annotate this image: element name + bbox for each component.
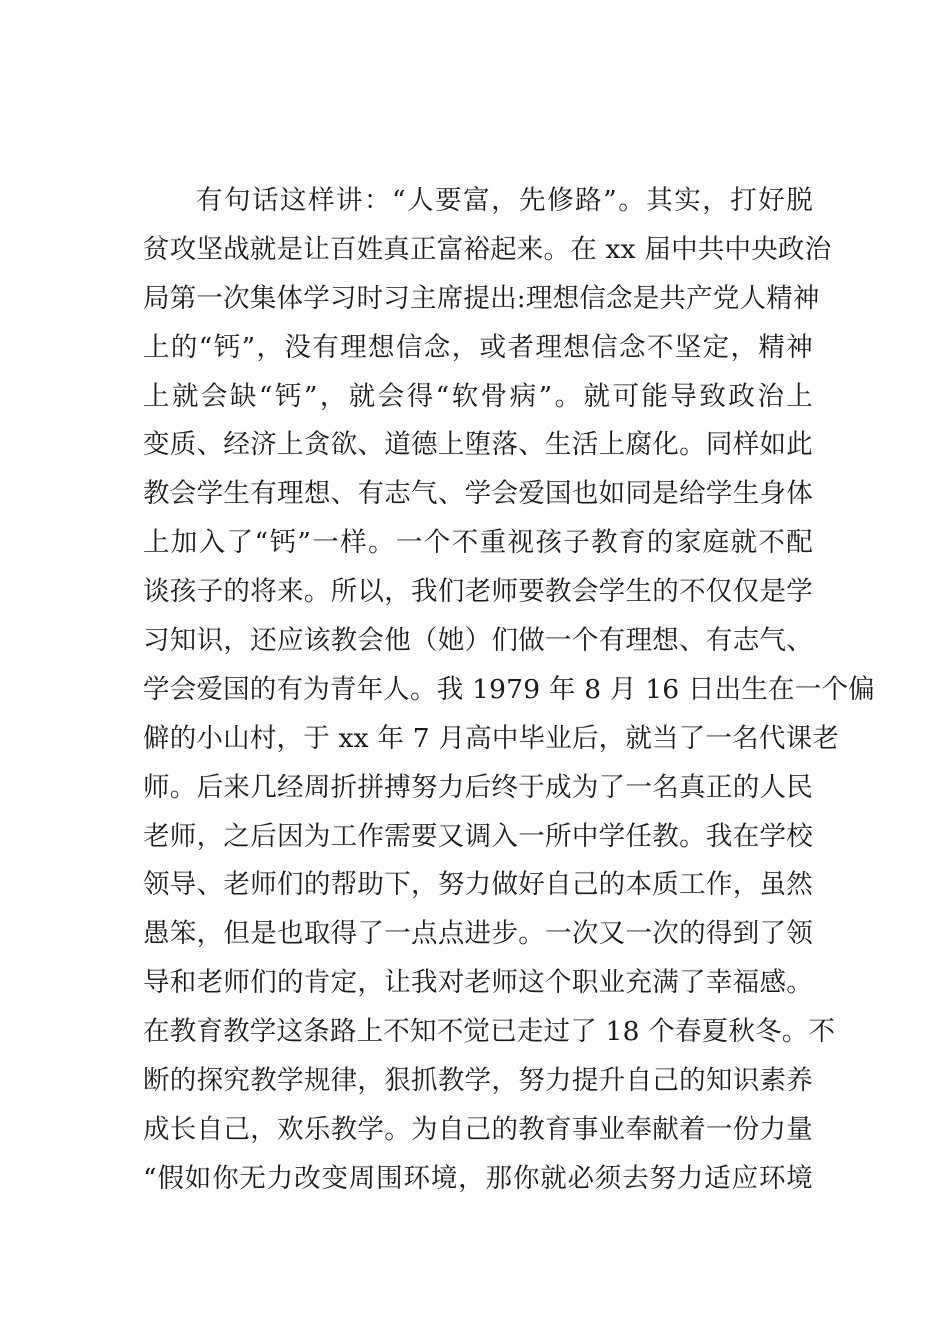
text-line: 愚笨，但是也取得了一点点进步。一次又一次的得到了领 <box>143 918 813 950</box>
text-line: 教会学生有理想、有志气、学会爱国也如同是给学生身体 <box>143 478 813 510</box>
text-line: 上的“钙”，没有理想信念，或者理想信念不坚定，精神 <box>143 331 813 363</box>
text-line: 导和老师们的肯定，让我对老师这个职业充满了幸福感。 <box>143 967 813 999</box>
text-line: 上就会缺“钙”，就会得“软骨病”。就可能导致政治上 <box>143 380 813 412</box>
text-line: 在教育教学这条路上不知不觉已走过了 18 个春夏秋冬。不 <box>143 1016 836 1048</box>
text-line: 僻的小山村，于 xx 年 7 月高中毕业后，就当了一名代课老 <box>143 722 839 754</box>
body-paragraph <box>143 177 875 1204</box>
text-line: 断的探究教学规律，狠抓教学，努力提升自己的知识素养 <box>143 1065 813 1097</box>
text-line: 有句话这样讲：“人要富，先修路”。其实，打好脱 <box>196 185 813 216</box>
text-line: 成长自己，欢乐教学。为自己的教育事业奉献着一份力量 <box>143 1113 813 1145</box>
text-line: 上加入了“钙”一样。一个不重视孩子教育的家庭就不配 <box>143 527 813 559</box>
text-line: 局第一次集体学习时习主席提出:理想信念是共产党人精神 <box>143 282 820 314</box>
text-line: 老师，之后因为工作需要又调入一所中学任教。我在学校 <box>143 820 813 852</box>
text-line: 领导、老师们的帮助下，努力做好自己的本质工作，虽然 <box>143 869 813 901</box>
text-line: 习知识，还应该教会他（她）们做一个有理想、有志气、 <box>143 625 813 657</box>
text-line: “假如你无力改变周围环境，那你就必须去努力适应环境 <box>143 1162 813 1194</box>
text-line: 变质、经济上贪欲、道德上堕落、生活上腐化。同样如此 <box>143 429 813 461</box>
text-line: 师。后来几经周折拼搏努力后终于成为了一名真正的人民 <box>143 771 813 803</box>
text-line: 学会爱国的有为青年人。我 1979 年 8 月 16 日出生在一个偏 <box>143 673 875 705</box>
text-line: 贫攻坚战就是让百姓真正富裕起来。在 xx 届中共中央政治 <box>143 233 832 265</box>
text-line: 谈孩子的将来。所以，我们老师要教会学生的不仅仅是学 <box>143 576 813 608</box>
